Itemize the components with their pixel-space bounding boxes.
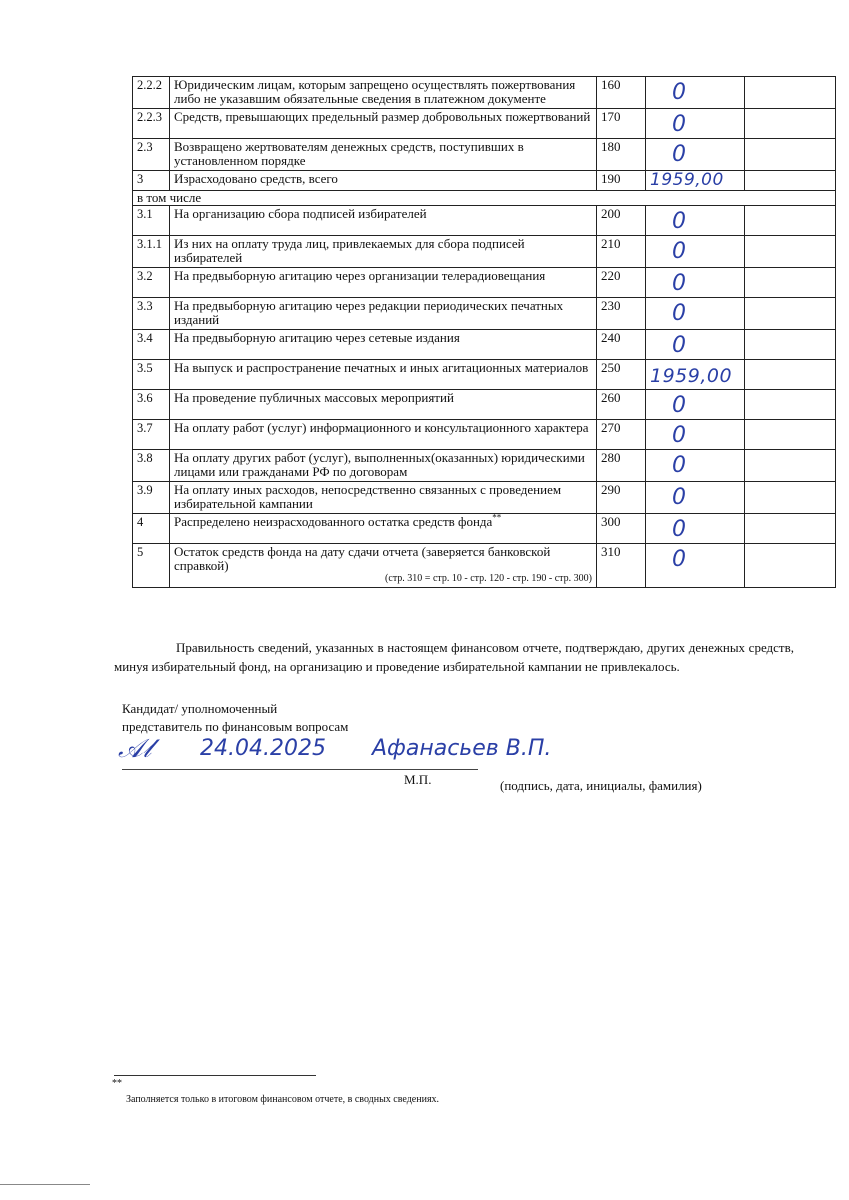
footnote-mark: ** bbox=[112, 1078, 122, 1089]
row-description bbox=[170, 268, 597, 298]
row-description-text: На организацию сбора подписей избирателей bbox=[174, 206, 427, 221]
handwritten-date: 24.04.2025 bbox=[200, 736, 326, 761]
footnote-text: Заполняется только в итоговом финансовом отчете, в сводных сведениях. bbox=[126, 1094, 440, 1105]
row-description bbox=[170, 109, 597, 139]
row-number: 3.5 bbox=[133, 360, 170, 390]
row-number: 2.2.3 bbox=[133, 109, 170, 139]
row-number: 3.3 bbox=[133, 298, 170, 330]
handwritten-value: 0 bbox=[672, 485, 686, 510]
row-description-text: На предвыборную агитацию через организации телерадиовещания bbox=[174, 268, 546, 283]
row-value-cell bbox=[646, 139, 745, 171]
row-description bbox=[170, 450, 597, 482]
row-description bbox=[170, 482, 597, 514]
row-number: 2.2.2 bbox=[133, 77, 170, 109]
row-code: 240 bbox=[597, 330, 646, 360]
row-empty-cell bbox=[745, 139, 836, 171]
signature-caption: (подпись, дата, инициалы, фамилия) bbox=[500, 778, 702, 793]
row-number: 3.1 bbox=[133, 206, 170, 236]
row-description bbox=[170, 298, 597, 330]
row-empty-cell bbox=[745, 109, 836, 139]
row-number: 3.7 bbox=[133, 420, 170, 450]
table-row bbox=[133, 139, 836, 171]
row-empty-cell bbox=[745, 450, 836, 482]
row-number: 5 bbox=[133, 544, 170, 588]
row-code: 190 bbox=[597, 171, 646, 191]
handwritten-value: 0 bbox=[672, 547, 686, 572]
handwritten-signature: 𝒜𝓁 bbox=[118, 734, 152, 764]
row-description-text: Юридическим лицам, которым запрещено осуществлять пожертвования либо не указавшим обязательные сведения в платежном документе bbox=[174, 77, 576, 106]
row-empty-cell bbox=[745, 420, 836, 450]
table-row bbox=[133, 544, 836, 588]
row-description bbox=[170, 206, 597, 236]
row-value-cell bbox=[646, 298, 745, 330]
row-value-cell bbox=[646, 206, 745, 236]
footnote-ref: ** bbox=[492, 513, 502, 523]
row-description-text: Возвращено жертвователям денежных средств, поступивших в установленном порядке bbox=[174, 139, 524, 168]
row-value-cell bbox=[646, 77, 745, 109]
handwritten-value: 0 bbox=[672, 393, 686, 418]
handwritten-value: 0 bbox=[672, 453, 686, 478]
table-row bbox=[133, 330, 836, 360]
row-value-cell bbox=[646, 544, 745, 588]
handwritten-value: 0 bbox=[672, 209, 686, 234]
footnote-divider bbox=[114, 1075, 316, 1076]
table-row bbox=[133, 109, 836, 139]
row-empty-cell bbox=[745, 330, 836, 360]
handwritten-value: 0 bbox=[672, 423, 686, 448]
row-empty-cell bbox=[745, 514, 836, 544]
row-empty-cell bbox=[745, 171, 836, 191]
table-row bbox=[133, 236, 836, 268]
row-value-cell bbox=[646, 390, 745, 420]
row-number: 3.8 bbox=[133, 450, 170, 482]
confirmation-statement: Правильность сведений, указанных в настоящем финансовом отчете, подтверждаю, других денежных средств, минуя избирательный фонд, на организацию и проведение избирательной кампании не привлекалось. bbox=[114, 640, 794, 674]
row-description bbox=[170, 236, 597, 268]
row-description-text: Распределено неизрасходованного остатка средств фонда bbox=[174, 514, 493, 529]
row-description-text: На оплату работ (услуг) информационного и консультационного характера bbox=[174, 420, 589, 435]
table-row bbox=[133, 450, 836, 482]
row-empty-cell bbox=[745, 544, 836, 588]
row-description-text: На проведение публичных массовых мероприятий bbox=[174, 390, 454, 405]
row-description-text: Средств, превышающих предельный размер добровольных пожертвований bbox=[174, 109, 591, 124]
row-number: 3.6 bbox=[133, 390, 170, 420]
row-description bbox=[170, 390, 597, 420]
table-row bbox=[133, 482, 836, 514]
table-row bbox=[133, 268, 836, 298]
row-description bbox=[170, 77, 597, 109]
row-empty-cell bbox=[745, 360, 836, 390]
row-code: 270 bbox=[597, 420, 646, 450]
row-code: 250 bbox=[597, 360, 646, 390]
row-value-cell bbox=[646, 420, 745, 450]
row-code: 210 bbox=[597, 236, 646, 268]
handwritten-value: 1959,00 bbox=[650, 365, 733, 387]
signature-line bbox=[122, 769, 478, 770]
handwritten-value: 0 bbox=[672, 271, 686, 296]
row-empty-cell bbox=[745, 390, 836, 420]
row-code: 160 bbox=[597, 77, 646, 109]
row-empty-cell bbox=[745, 206, 836, 236]
financial-report-table bbox=[132, 76, 836, 588]
row-description bbox=[170, 420, 597, 450]
row-description bbox=[170, 139, 597, 171]
row-empty-cell bbox=[745, 482, 836, 514]
row-number: 3.2 bbox=[133, 268, 170, 298]
row-description-text: На выпуск и распространение печатных и иных агитационных материалов bbox=[174, 360, 589, 375]
row-code: 200 bbox=[597, 206, 646, 236]
handwritten-name: Афанасьев В.П. bbox=[372, 736, 552, 761]
row-value-cell bbox=[646, 514, 745, 544]
row-empty-cell bbox=[745, 298, 836, 330]
row-number: 3.1.1 bbox=[133, 236, 170, 268]
row-description bbox=[170, 330, 597, 360]
table-section-row bbox=[133, 191, 836, 206]
section-label: в том числе bbox=[133, 191, 836, 206]
row-value-cell bbox=[646, 330, 745, 360]
handwritten-value: 0 bbox=[672, 142, 686, 167]
row-code: 170 bbox=[597, 109, 646, 139]
row-formula-note: (стр. 310 = стр. 10 - стр. 120 - стр. 190 - стр. 300) bbox=[385, 573, 592, 584]
row-description-text: Остаток средств фонда на дату сдачи отчета (заверяется банковской справкой) bbox=[174, 544, 551, 573]
stamp-place-label: М.П. bbox=[404, 772, 432, 787]
handwritten-value: 0 bbox=[672, 517, 686, 542]
row-value-cell bbox=[646, 268, 745, 298]
row-code: 280 bbox=[597, 450, 646, 482]
row-description bbox=[170, 171, 597, 191]
handwritten-value: 0 bbox=[672, 333, 686, 358]
table-row bbox=[133, 171, 836, 191]
handwritten-value: 0 bbox=[672, 112, 686, 137]
handwritten-value: 0 bbox=[672, 239, 686, 264]
table-row bbox=[133, 77, 836, 109]
row-description bbox=[170, 514, 597, 544]
row-number: 3.4 bbox=[133, 330, 170, 360]
row-number: 2.3 bbox=[133, 139, 170, 171]
row-description-text: На оплату других работ (услуг), выполненных(оказанных) юридическими лицами или гражданами РФ по договорам bbox=[174, 450, 585, 479]
row-value-cell bbox=[646, 109, 745, 139]
table-row bbox=[133, 206, 836, 236]
row-code: 230 bbox=[597, 298, 646, 330]
row-empty-cell bbox=[745, 268, 836, 298]
table-row bbox=[133, 360, 836, 390]
table-row bbox=[133, 514, 836, 544]
row-code: 260 bbox=[597, 390, 646, 420]
row-description-text: Израсходовано средств, всего bbox=[174, 171, 338, 186]
row-number: 4 bbox=[133, 514, 170, 544]
row-empty-cell bbox=[745, 77, 836, 109]
row-value-cell bbox=[646, 360, 745, 390]
row-code: 180 bbox=[597, 139, 646, 171]
row-description-text: На предвыборную агитацию через сетевые издания bbox=[174, 330, 460, 345]
handwritten-value: 0 bbox=[672, 80, 686, 105]
row-description-text: Из них на оплату труда лиц, привлекаемых для сбора подписей избирателей bbox=[174, 236, 525, 265]
row-value-cell bbox=[646, 450, 745, 482]
handwritten-value: 1959,00 bbox=[650, 170, 724, 190]
row-empty-cell bbox=[745, 236, 836, 268]
row-code: 290 bbox=[597, 482, 646, 514]
row-code: 300 bbox=[597, 514, 646, 544]
handwritten-value: 0 bbox=[672, 301, 686, 326]
table-row bbox=[133, 420, 836, 450]
table-row bbox=[133, 298, 836, 330]
table-row bbox=[133, 390, 836, 420]
page-edge-line bbox=[0, 1184, 90, 1185]
candidate-label: Кандидат/ уполномоченный представитель по финансовым вопросам bbox=[122, 701, 349, 734]
row-number: 3 bbox=[133, 171, 170, 191]
row-value-cell bbox=[646, 236, 745, 268]
row-description bbox=[170, 360, 597, 390]
row-description bbox=[170, 544, 597, 588]
row-description-text: На оплату иных расходов, непосредственно связанных с проведением избирательной кампании bbox=[174, 482, 562, 511]
row-value-cell bbox=[646, 482, 745, 514]
row-code: 310 bbox=[597, 544, 646, 588]
row-description-text: На предвыборную агитацию через редакции периодических печатных изданий bbox=[174, 298, 564, 327]
row-number: 3.9 bbox=[133, 482, 170, 514]
row-value-cell bbox=[646, 171, 745, 191]
row-code: 220 bbox=[597, 268, 646, 298]
